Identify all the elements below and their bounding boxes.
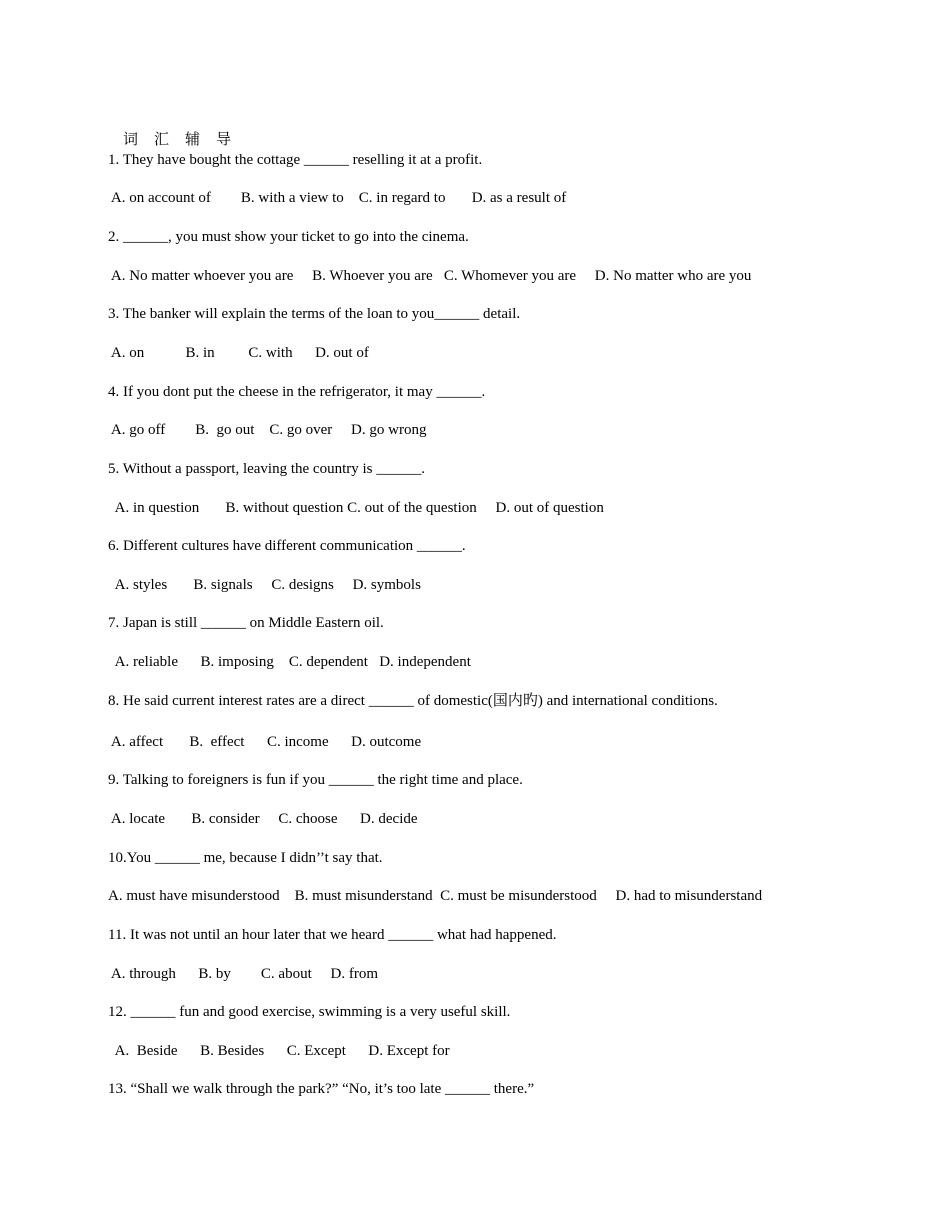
- options-5: A. in question B. without question C. out of the question D. out of question: [108, 500, 604, 516]
- title-char: 辅: [185, 132, 201, 148]
- title-char: 汇: [154, 132, 170, 148]
- question-8: 8. He said current interest rates are a direct ______ of domestic(国内旳) and international conditions.: [108, 693, 718, 709]
- options-7: A. reliable B. imposing C. dependent D. independent: [108, 654, 471, 670]
- options-10: A. must have misunderstood B. must misunderstand C. must be misunderstood D. had to misunderstand: [108, 888, 763, 904]
- title-char: 导: [216, 132, 232, 148]
- question-10: 10.You ______ me, because I didn’’t say that.: [108, 850, 383, 866]
- options-9: A. locate B. consider C. choose D. decide: [108, 811, 418, 827]
- question-9: 9. Talking to foreigners is fun if you ______ the right time and place.: [108, 772, 523, 788]
- question-11: 11. It was not until an hour later that we heard ______ what had happened.: [108, 927, 557, 943]
- options-1: A. on account of B. with a view to C. in regard to D. as a result of: [108, 190, 567, 206]
- options-6: A. styles B. signals C. designs D. symbols: [108, 577, 421, 593]
- options-4: A. go off B. go out C. go over D. go wrong: [108, 422, 427, 438]
- question-3: 3. The banker will explain the terms of the loan to you______ detail.: [108, 306, 521, 322]
- options-11: A. through B. by C. about D. from: [108, 966, 378, 982]
- question-2: 2. ______, you must show your ticket to go into the cinema.: [108, 229, 469, 245]
- question-5: 5. Without a passport, leaving the country is ______.: [108, 461, 425, 477]
- question-1: 1. They have bought the cottage ______ reselling it at a profit.: [108, 152, 483, 168]
- options-2: A. No matter whoever you are B. Whoever you are C. Whomever you are D. No matter who are you: [108, 268, 752, 284]
- question-7: 7. Japan is still ______ on Middle Eastern oil.: [108, 615, 384, 631]
- question-6: 6. Different cultures have different communication ______.: [108, 538, 466, 554]
- question-4: 4. If you dont put the cheese in the refrigerator, it may ______.: [108, 384, 486, 400]
- options-8: A. affect B. effect C. income D. outcome: [108, 734, 422, 750]
- title-char: 词: [123, 132, 139, 148]
- question-13: 13. “Shall we walk through the park?” “No, it’s too late ______ there.”: [108, 1081, 535, 1097]
- options-3: A. on B. in C. with D. out of: [108, 345, 369, 361]
- options-12: A. Beside B. Besides C. Except D. Except for: [108, 1043, 450, 1059]
- question-12: 12. ______ fun and good exercise, swimming is a very useful skill.: [108, 1004, 511, 1020]
